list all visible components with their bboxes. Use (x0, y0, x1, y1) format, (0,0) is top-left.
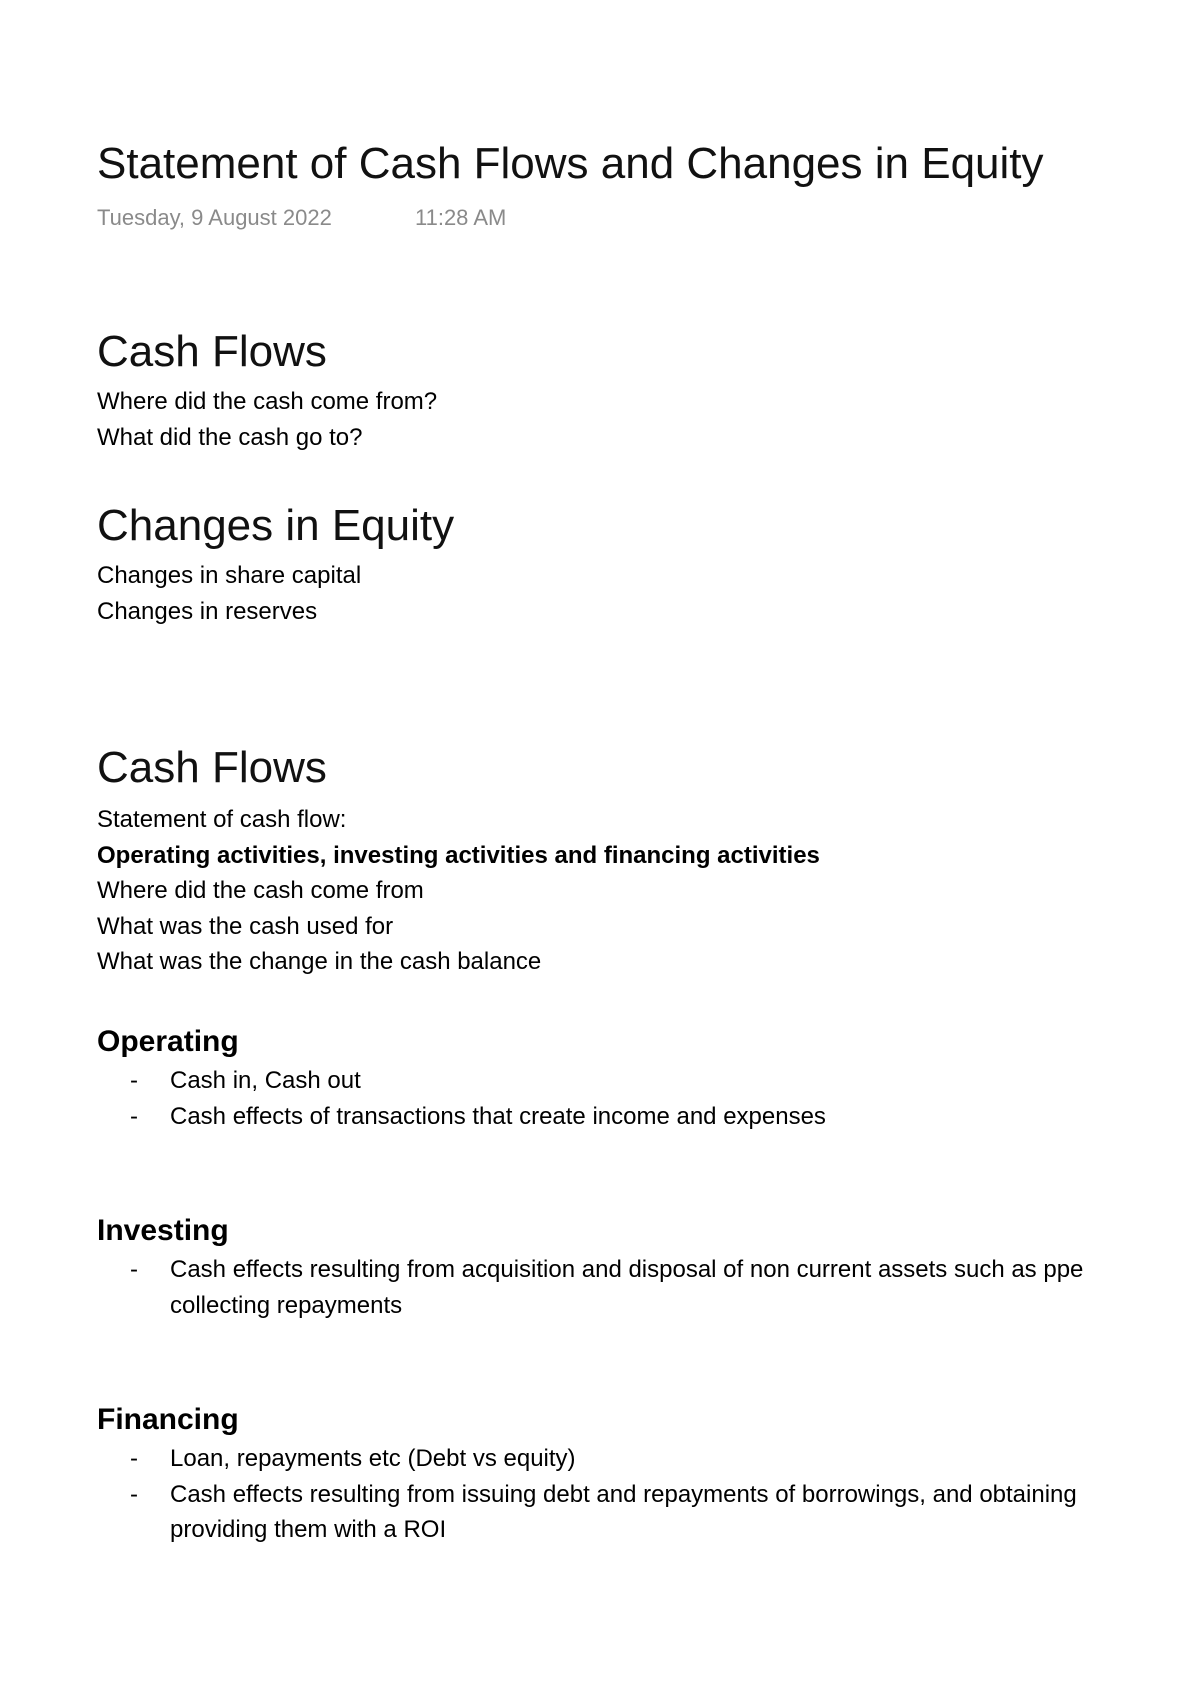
list-item (97, 1441, 1077, 1477)
bullet-dash: - (130, 1445, 138, 1472)
text-line: What was the cash used for (97, 912, 394, 940)
cash-flows-detail-lines (97, 802, 820, 980)
changes-in-equity-lines (97, 558, 361, 629)
list-item (97, 1063, 826, 1099)
text-line: Changes in share capital (97, 562, 362, 589)
section-heading-changes-in-equity: Changes in Equity (97, 501, 455, 550)
list-item (97, 1099, 826, 1135)
note-date: Tuesday, 9 August 2022 (97, 205, 332, 230)
list-item-text: collecting repayments (170, 1291, 403, 1319)
text-line: Where did the cash come from (97, 877, 424, 904)
list-item-text: Cash in, Cash out (170, 1067, 361, 1094)
page-title: Statement of Cash Flows and Changes in Equity (97, 139, 1044, 188)
operating-list (97, 1063, 826, 1134)
text-line: What was the change in the cash balance (97, 948, 542, 975)
list-item-text: providing them with a ROI (170, 1516, 447, 1543)
list-item-text: Cash effects resulting from acquisition and disposal of non current assets such as ppe (170, 1256, 1084, 1283)
bold-summary-line: Operating activities, investing activities and financing activities (97, 841, 820, 869)
list-item-text: Cash effects of transactions that create income and expenses (170, 1102, 826, 1130)
text-line: What did the cash go to? (97, 423, 363, 451)
bullet-dash: - (130, 1480, 138, 1508)
note-time: 11:28 AM (415, 205, 507, 230)
subheading-investing: Investing (97, 1214, 229, 1247)
list-item (97, 1252, 1083, 1288)
cash-flows-questions (97, 384, 437, 455)
section-heading-cash-flows: Cash Flows (97, 327, 327, 376)
subheading-operating: Operating (97, 1025, 239, 1058)
text-line: Changes in reserves (97, 597, 318, 625)
list-item (97, 1477, 1077, 1513)
list-item-continuation (97, 1288, 1083, 1324)
list-item-continuation (97, 1512, 1077, 1548)
bullet-dash: - (130, 1256, 138, 1283)
section-heading-cash-flows-detail: Cash Flows (97, 743, 327, 792)
investing-list (97, 1252, 1083, 1323)
text-line: Statement of cash flow: (97, 806, 347, 833)
subheading-financing: Financing (97, 1403, 239, 1436)
bullet-dash: - (130, 1102, 138, 1130)
note-meta (97, 204, 507, 232)
text-line: Where did the cash come from? (97, 388, 438, 415)
bullet-dash: - (130, 1067, 138, 1094)
financing-list (97, 1441, 1077, 1548)
list-item-text: Cash effects resulting from issuing debt and repayments of borrowings, and obtaining (170, 1480, 1077, 1508)
list-item-text: Loan, repayments etc (Debt vs equity) (170, 1445, 576, 1472)
